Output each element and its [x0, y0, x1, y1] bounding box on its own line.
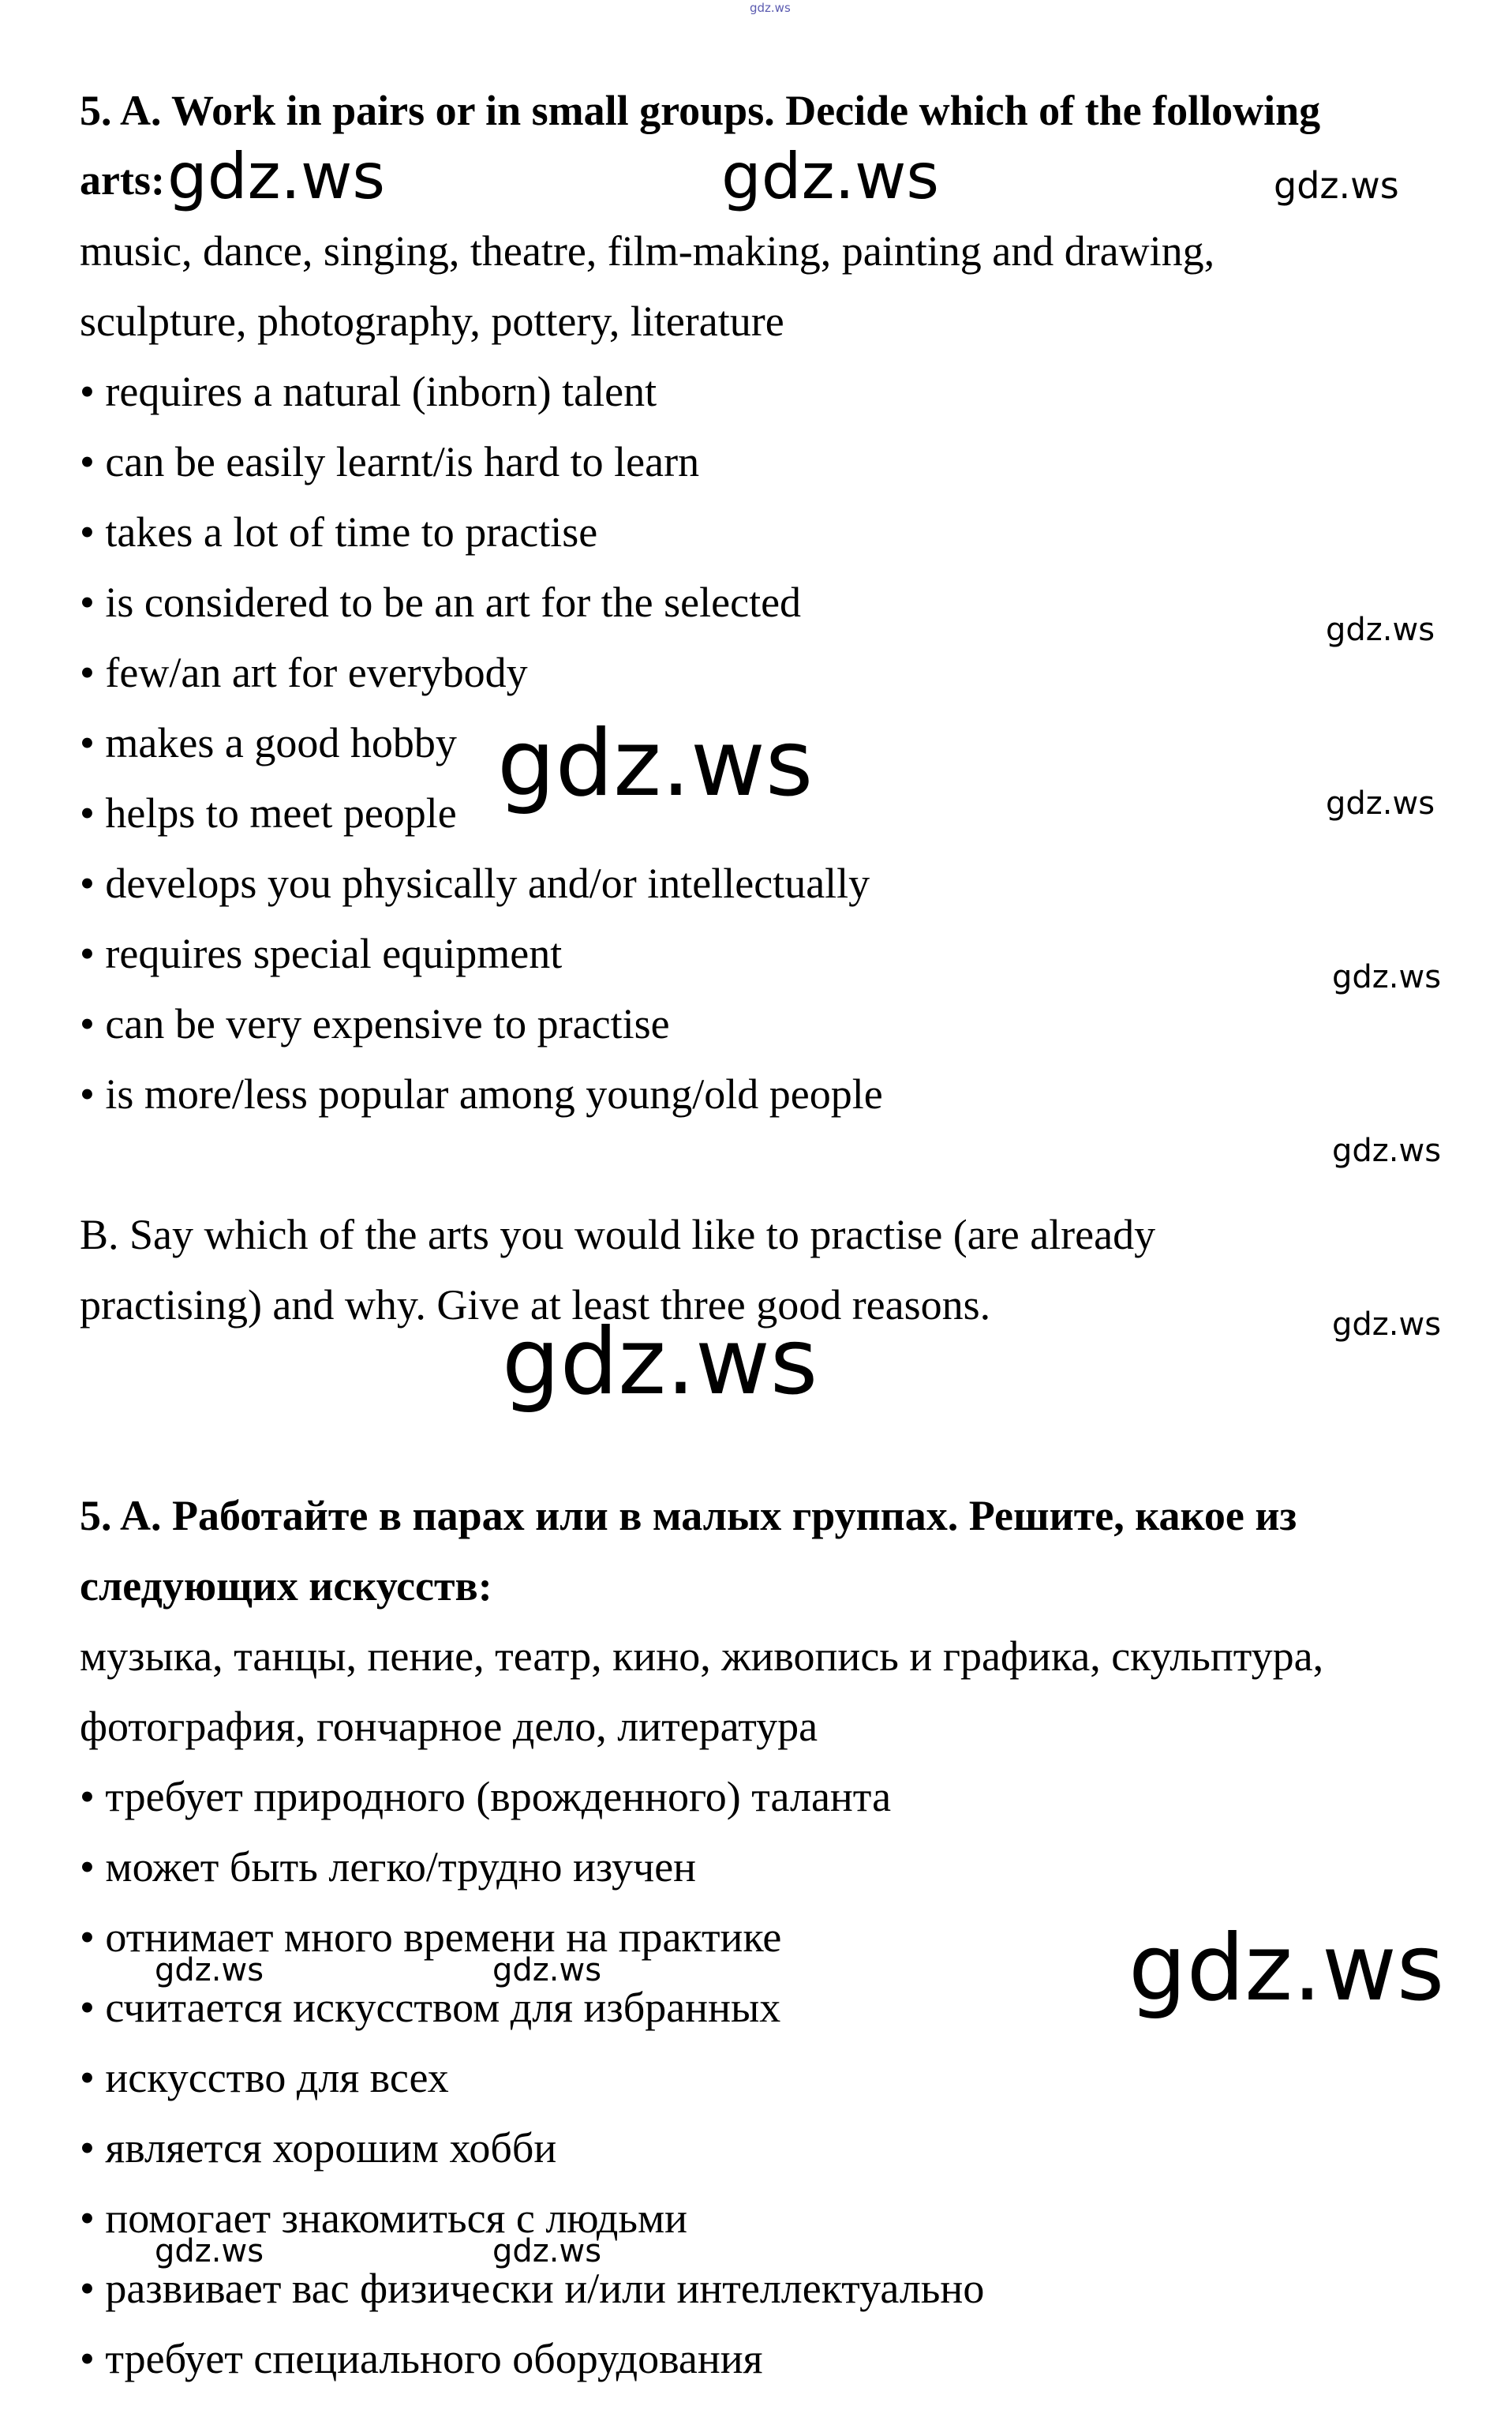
bullet-en: • can be very expensive to practise: [80, 1000, 670, 1047]
watermark: gdz.ws: [155, 1952, 264, 1988]
exercise-heading-en: 5. A. Work in pairs or in small groups. Decide which of the following: [80, 87, 1321, 134]
bullet-en: • is considered to be an art for the selected: [80, 579, 802, 626]
bullet-ru: • требует природного (врожденного) таланта: [80, 1773, 892, 1820]
arts-list-en: music, dance, singing, theatre, film-making, painting and drawing,: [80, 227, 1215, 275]
watermark: gdz.ws: [721, 140, 940, 213]
watermark: gdz.ws: [1128, 1915, 1445, 2022]
bullet-en: • develops you physically and/or intellectually: [80, 860, 870, 907]
watermark: gdz.ws: [502, 1309, 818, 1415]
watermark: gdz.ws: [155, 2233, 264, 2269]
arts-list-en-cont: sculpture, photography, pottery, literature: [80, 298, 784, 345]
watermark: gdz.ws: [167, 140, 386, 213]
watermark: gdz.ws: [492, 1952, 602, 1988]
bullet-ru: • требует специального оборудования: [80, 2335, 763, 2382]
exercise-heading-ru-cont: следующих искусств:: [80, 1562, 492, 1610]
watermark: gdz.ws: [1326, 785, 1435, 822]
watermark: gdz.ws: [1332, 1306, 1442, 1343]
watermark: gdz.ws: [1332, 1133, 1442, 1169]
watermark: gdz.ws: [1326, 612, 1435, 648]
watermark: gdz.ws: [492, 2233, 602, 2269]
bullet-en: • can be easily learnt/is hard to learn: [80, 438, 700, 485]
bullet-en: • requires a natural (inborn) talent: [80, 368, 657, 415]
bullet-ru: • помогает знакомиться с людьми: [80, 2194, 688, 2242]
bullet-en: • few/an art for everybody: [80, 649, 528, 696]
bullet-ru: • считается искусством для избранных: [80, 1984, 781, 2031]
bullet-en: • is more/less popular among young/old people: [80, 1070, 883, 1118]
bullet-ru: • является хорошим хобби: [80, 2124, 557, 2172]
watermark: gdz.ws: [1332, 959, 1442, 995]
part-b-en: B. Say which of the arts you would like to practise (are already: [80, 1211, 1156, 1258]
bullet-en: • makes a good hobby: [80, 719, 457, 766]
bullet-en: • requires special equipment: [80, 930, 563, 977]
arts-list-ru-cont: фотография, гончарное дело, литература: [80, 1703, 818, 1750]
bullet-ru: • отнимает много времени на практике: [80, 1913, 782, 1961]
watermark: gdz.ws: [497, 710, 814, 817]
watermark-top: gdz.ws: [750, 1, 791, 15]
watermark: gdz.ws: [1274, 164, 1399, 207]
exercise-heading-en-cont: arts:: [80, 156, 165, 204]
bullet-ru: • развивает вас физически и/или интеллектуально: [80, 2265, 985, 2312]
arts-list-ru: музыка, танцы, пение, театр, кино, живопись и графика, скульптура,: [80, 1632, 1324, 1680]
bullet-ru: • искусство для всех: [80, 2054, 449, 2101]
bullet-en: • takes a lot of time to practise: [80, 508, 598, 556]
bullet-en: • helps to meet people: [80, 789, 457, 837]
exercise-heading-ru: 5. A. Работайте в парах или в малых группах. Решите, какое из: [80, 1492, 1297, 1539]
bullet-ru: • может быть легко/трудно изучен: [80, 1843, 697, 1891]
part-b-en-cont: practising) and why. Give at least three good reasons.: [80, 1281, 991, 1329]
